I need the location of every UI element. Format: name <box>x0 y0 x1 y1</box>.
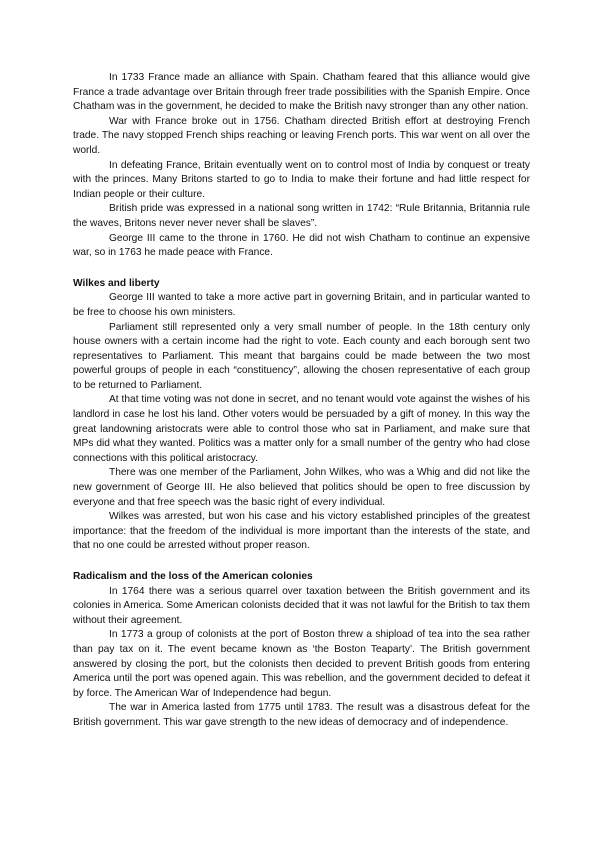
paragraph: In 1773 a group of colonists at the port of Boston threw a shipload of tea into the sea rather than pay tax on it. The event became known as ‘the Boston Teaparty’. The British government answered by closing the port, but the colonists then decided to prevent British goods from entering America until the port was opened again. This was rebellion, and the government decided to defeat it by force. The American War of Independence had begun. <box>73 629 530 699</box>
paragraph: George III came to the throne in 1760. He did not wish Chatham to continue an expensive war, so in 1763 he made peace with France. <box>73 232 530 259</box>
radicalism-section <box>73 570 530 731</box>
paragraph: In 1764 there was a serious quarrel over taxation between the British government and its colonies in America. Some American colonists decided that it was not lawful for the British to tax them without their agreement. <box>73 585 530 626</box>
intro-section <box>73 71 530 261</box>
wilkes-section <box>73 277 530 554</box>
paragraph: The war in America lasted from 1775 until 1783. The result was a disastrous defeat for the British government. This war gave strength to the new ideas of democracy and of independence. <box>73 702 530 728</box>
paragraph: British pride was expressed in a national song written in 1742: “Rule Britannia, Britannia rule the waves, Britons never never never shall be slaves”. <box>73 203 530 229</box>
section-heading: Wilkes and liberty <box>73 277 160 289</box>
paragraph: In 1733 France made an alliance with Spain. Chatham feared that this alliance would give France a trade advantage over Britain through freer trade possibilities with the Spanish Empire. Once Chatham was in the government, he decided to make the British navy stronger than any other nation. <box>73 72 530 113</box>
paragraph: Wilkes was arrested, but won his case and his victory established principles of the greatest importance: that the freedom of the individual is more important than the interests of the state, and that no one could be arrested without proper reason. <box>73 511 530 552</box>
section-spacer <box>73 261 530 277</box>
paragraph: War with France broke out in 1756. Chatham directed British effort at destroying French trade. The navy stopped French ships reaching or leaving French ports. This war went on all over the world. <box>73 115 530 156</box>
paragraph: At that time voting was not done in secret, and no tenant would vote against the wishes of his landlord in case he lost his land. Other voters would be persuaded by a gift of money. In this way the great landowning aristocrats were able to control those who sat in Parliament, and make sure that MPs did what they wanted. Politics was a matter only for a small number of the gentry who had close connections with this political aristocracy. <box>73 394 530 464</box>
section-heading: Radicalism and the loss of the American colonies <box>73 571 313 582</box>
section-spacer <box>73 554 530 570</box>
paragraph: In defeating France, Britain eventually went on to control most of India by conquest or treaty with the princes. Many Britons started to go to India to make their fortune and had little respect for Indian people or their culture. <box>73 159 530 200</box>
paragraph: There was one member of the Parliament, John Wilkes, who was a Whig and did not like the new government of George III. He also believed that politics should be open to free discussion by everyone and that free speech was the basic right of every individual. <box>73 467 530 508</box>
paragraph: George III wanted to take a more active part in governing Britain, and in particular wanted to be free to choose his own ministers. <box>73 292 530 318</box>
paragraph: Parliament still represented only a very small number of people. In the 18th century only house owners with a certain income had the right to vote. Each county and each borough sent two representatives to Parliament. This meant that bargains could be made between the two most powerful groups of people in each “constituency”, allowing the chosen representative of each group to be returned to Parliament. <box>73 321 530 391</box>
